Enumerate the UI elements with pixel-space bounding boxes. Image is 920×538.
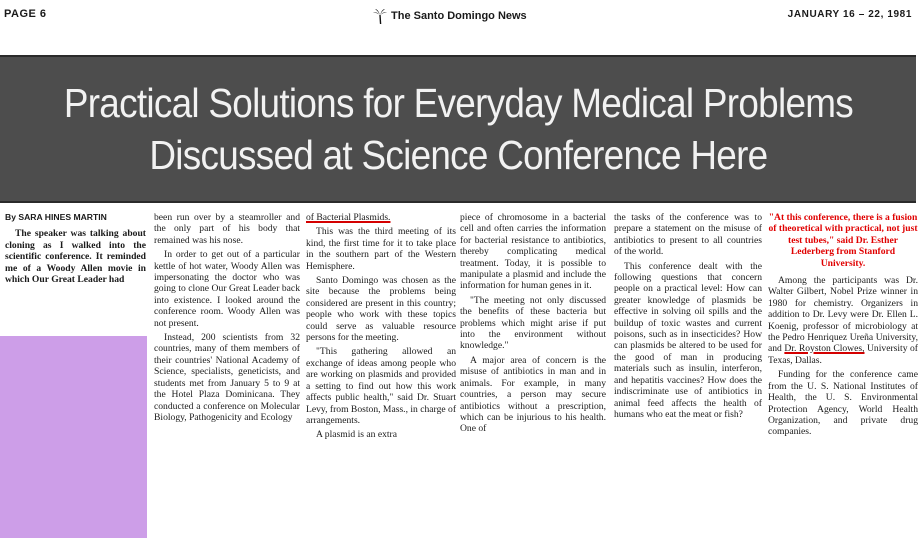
article-column-2 xyxy=(154,212,300,423)
paragraph: This conference dealt with the following questions that concern people on a practical level: How can greater knowledge of plasmids be effective in solving oil spills and the buildup of toxic wastes and current poisons, such as in insecticides? How can plasmids be altered to be used for the good of man in producing materials such as insulin, interferon, and hepatitis vaccines? How does the indiscriminate use of antibiotics in animal feed affects the health of humans who eat the meat or fish? xyxy=(614,260,762,420)
headline-line-2: Discussed at Science Conference Here xyxy=(148,132,768,178)
article-column-3 xyxy=(306,212,456,441)
headline-banner xyxy=(0,55,916,203)
page-number: PAGE 6 xyxy=(4,8,47,20)
underlined-phrase: of Bacterial Plasmids. xyxy=(306,212,391,223)
paragraph: Funding for the conference came from the U. S. National Institutes of Health, the U. S. Environmental Protection Agency, World Health Organization, and private drug companies. xyxy=(768,369,918,438)
redaction-block xyxy=(0,336,147,538)
text-run: Among the participants was Dr. Walter Gilbert, Nobel Prize winner in 1980 for chemistry. Organizers in addition to Dr. Levy were Dr. Ellen L. Koenig, professor of microbiology at the Pedro Henriquez Ureña University, and xyxy=(768,275,918,355)
article-column-6 xyxy=(768,212,918,438)
paragraph xyxy=(306,212,456,223)
paragraph: piece of chromosome in a bacterial cell and often carries the information for bacterial resistance to antibiotics, thereby complicating medical treatment. Today, it is possible to manipulate a plasmid and include the information for human genes in it. xyxy=(460,212,606,292)
paragraph: "The meeting not only discussed the benefits of these bacteria but problems which might arise if put into the environment without knowledge." xyxy=(460,294,606,352)
paragraph: This was the third meeting of its kind, the first time for it to take place in the southern part of the Western Hemisphere. xyxy=(306,226,456,272)
paragraph xyxy=(768,275,918,366)
issue-date: JANUARY 16 – 22, 1981 xyxy=(787,9,912,20)
paragraph: The speaker was talking about cloning as I walked into the scientific conference. It reminded me of a Woody Allen movie in which Our Great Leader had xyxy=(5,228,146,286)
paragraph: A major area of concern is the misuse of antibiotics in man and in animals. For example, in many countries, a person may secure antibiotics without a prescription, which can be injurious to his health. One of xyxy=(460,354,606,435)
underlined-phrase: Dr. Royston Clowes, xyxy=(784,343,865,355)
paragraph: "This gathering allowed an exchange of ideas among people who are working on plasmids and provided a setting to find out how this work affects public health," said Dr. Stuart Levy, from Boston, Mass., in charge of arrangements. xyxy=(306,346,457,426)
paragraph: been run over by a steamroller and the only part of his body that remained was his nose. xyxy=(154,212,300,246)
headline-line-1: Practical Solutions for Everyday Medical Problems xyxy=(63,80,853,126)
paragraph: Instead, 200 scientists from 32 countries, many of them members of their countries' National Academy of Science, specialists, geneticists, and students met from January 5 to 9 at the Hotel Plaza Dominicana. They conducted a conference on Molecular Biology, Pathogenicity and Ecology xyxy=(154,332,300,423)
paragraph: Santo Domingo was chosen as the site because the problems being considered are present in this country; people who work with these topics could serve as valuable resource persons for the meeting. xyxy=(306,275,456,344)
pull-quote: "At this conference, there is a fusion of theoretical with practical, not just test tubes," said Dr. Esther Lederberg from Stanford University. xyxy=(768,212,918,269)
article-column-5 xyxy=(614,212,762,420)
article-column-1 xyxy=(5,212,146,285)
palm-tree-icon xyxy=(372,8,388,24)
text-run: University of Texas, Dallas. xyxy=(768,343,918,366)
newspaper-title: The Santo Domingo News xyxy=(391,10,527,22)
newspaper-name xyxy=(372,8,527,24)
paragraph: In order to get out of a particular kettle of hot water, Woody Allen was impersonating the doctor who was going to clone Our Great Leader back into existence. I looked around the conference room. Woody Allen was not present. xyxy=(154,249,300,329)
byline: By SARA HINES MARTIN xyxy=(5,212,107,222)
article-column-4 xyxy=(460,212,606,435)
paragraph: the tasks of the conference was to prepare a statement on the misuse of antibiotics to present to all countries of the world. xyxy=(614,212,762,258)
masthead xyxy=(0,0,920,34)
paragraph: A plasmid is an extra xyxy=(316,429,397,441)
